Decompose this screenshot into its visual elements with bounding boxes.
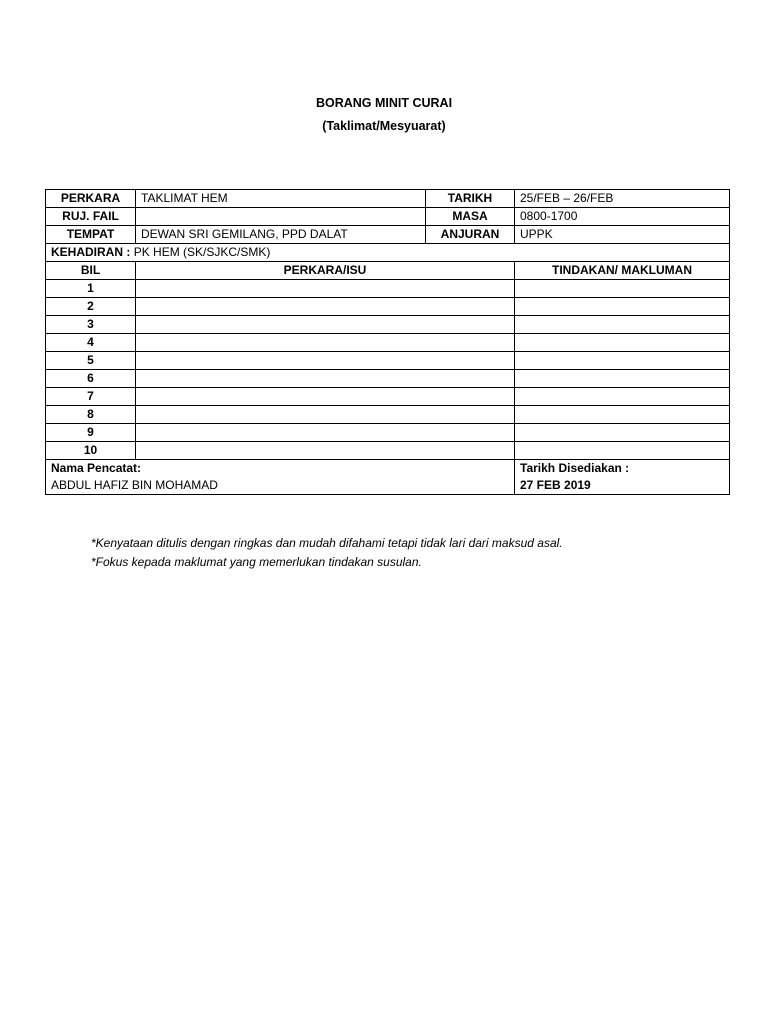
- kehadiran-value: PK HEM (SK/SJKC/SMK): [133, 245, 271, 259]
- table-row: [46, 424, 730, 442]
- row-number: 5: [46, 352, 136, 370]
- tindakan-header: TINDAKAN/ MAKLUMAN: [515, 262, 730, 280]
- tempat-label: TEMPAT: [46, 226, 136, 244]
- tindakan-cell[interactable]: [515, 370, 730, 388]
- tarikh-disediakan-cell: [515, 460, 730, 495]
- tindakan-cell[interactable]: [515, 442, 730, 460]
- perkara-isu-cell[interactable]: [136, 298, 515, 316]
- table-row: [46, 388, 730, 406]
- table-row: [46, 406, 730, 424]
- footer-row: [46, 460, 730, 495]
- table-row: [46, 352, 730, 370]
- perkara-isu-cell[interactable]: [136, 316, 515, 334]
- anjuran-value: UPPK: [515, 226, 730, 244]
- table-header-row: [46, 262, 730, 280]
- bil-header: BIL: [46, 262, 136, 280]
- row-tempat: [46, 226, 730, 244]
- ruj-fail-value: [136, 208, 426, 226]
- pencatat-cell: [46, 460, 515, 495]
- row-number: 6: [46, 370, 136, 388]
- masa-label: MASA: [426, 208, 515, 226]
- minutes-form-table: [45, 189, 730, 495]
- perkara-value: TAKLIMAT HEM: [136, 190, 426, 208]
- table-row: [46, 442, 730, 460]
- perkara-isu-cell[interactable]: [136, 424, 515, 442]
- ruj-fail-label: RUJ. FAIL: [46, 208, 136, 226]
- row-number: 10: [46, 442, 136, 460]
- tempat-value: DEWAN SRI GEMILANG, PPD DALAT: [136, 226, 426, 244]
- table-row: [46, 334, 730, 352]
- tindakan-cell[interactable]: [515, 334, 730, 352]
- form-subtitle: (Taklimat/Mesyuarat): [322, 119, 446, 133]
- tindakan-cell[interactable]: [515, 352, 730, 370]
- perkara-isu-header: PERKARA/ISU: [136, 262, 515, 280]
- kehadiran-label: KEHADIRAN :: [51, 245, 131, 259]
- tindakan-cell[interactable]: [515, 316, 730, 334]
- form-title: BORANG MINIT CURAI: [315, 96, 453, 110]
- anjuran-label: ANJURAN: [426, 226, 515, 244]
- kehadiran-cell: [46, 244, 730, 262]
- tindakan-cell[interactable]: [515, 280, 730, 298]
- row-ruj-fail: [46, 208, 730, 226]
- masa-value: 0800-1700: [515, 208, 730, 226]
- row-number: 2: [46, 298, 136, 316]
- note-line-1: *Kenyataan ditulis dengan ringkas dan mudah difahami tetapi tidak lari dari maksud asal.: [91, 536, 563, 550]
- note-line-2: *Fokus kepada maklumat yang memerlukan tindakan susulan.: [91, 555, 422, 569]
- table-row: [46, 316, 730, 334]
- tindakan-cell[interactable]: [515, 388, 730, 406]
- table-row: [46, 298, 730, 316]
- perkara-isu-cell[interactable]: [136, 370, 515, 388]
- perkara-isu-cell[interactable]: [136, 334, 515, 352]
- table-row: [46, 370, 730, 388]
- row-number: 9: [46, 424, 136, 442]
- tarikh-disediakan-value: 27 FEB 2019: [520, 478, 591, 492]
- perkara-isu-cell[interactable]: [136, 406, 515, 424]
- tarikh-label: TARIKH: [426, 190, 515, 208]
- tindakan-cell[interactable]: [515, 424, 730, 442]
- perkara-isu-cell[interactable]: [136, 280, 515, 298]
- row-number: 4: [46, 334, 136, 352]
- table-row: [46, 280, 730, 298]
- perkara-isu-cell[interactable]: [136, 352, 515, 370]
- row-number: 1: [46, 280, 136, 298]
- pencatat-label: Nama Pencatat:: [51, 461, 142, 475]
- tindakan-cell[interactable]: [515, 406, 730, 424]
- perkara-isu-cell[interactable]: [136, 442, 515, 460]
- perkara-label: PERKARA: [46, 190, 136, 208]
- pencatat-value: ABDUL HAFIZ BIN MOHAMAD: [51, 478, 218, 492]
- row-number: 7: [46, 388, 136, 406]
- row-number: 3: [46, 316, 136, 334]
- row-kehadiran: [46, 244, 730, 262]
- row-perkara: [46, 190, 730, 208]
- tindakan-cell[interactable]: [515, 298, 730, 316]
- perkara-isu-cell[interactable]: [136, 388, 515, 406]
- tarikh-disediakan-label: Tarikh Disediakan :: [520, 461, 630, 475]
- tarikh-value: 25/FEB – 26/FEB: [515, 190, 730, 208]
- row-number: 8: [46, 406, 136, 424]
